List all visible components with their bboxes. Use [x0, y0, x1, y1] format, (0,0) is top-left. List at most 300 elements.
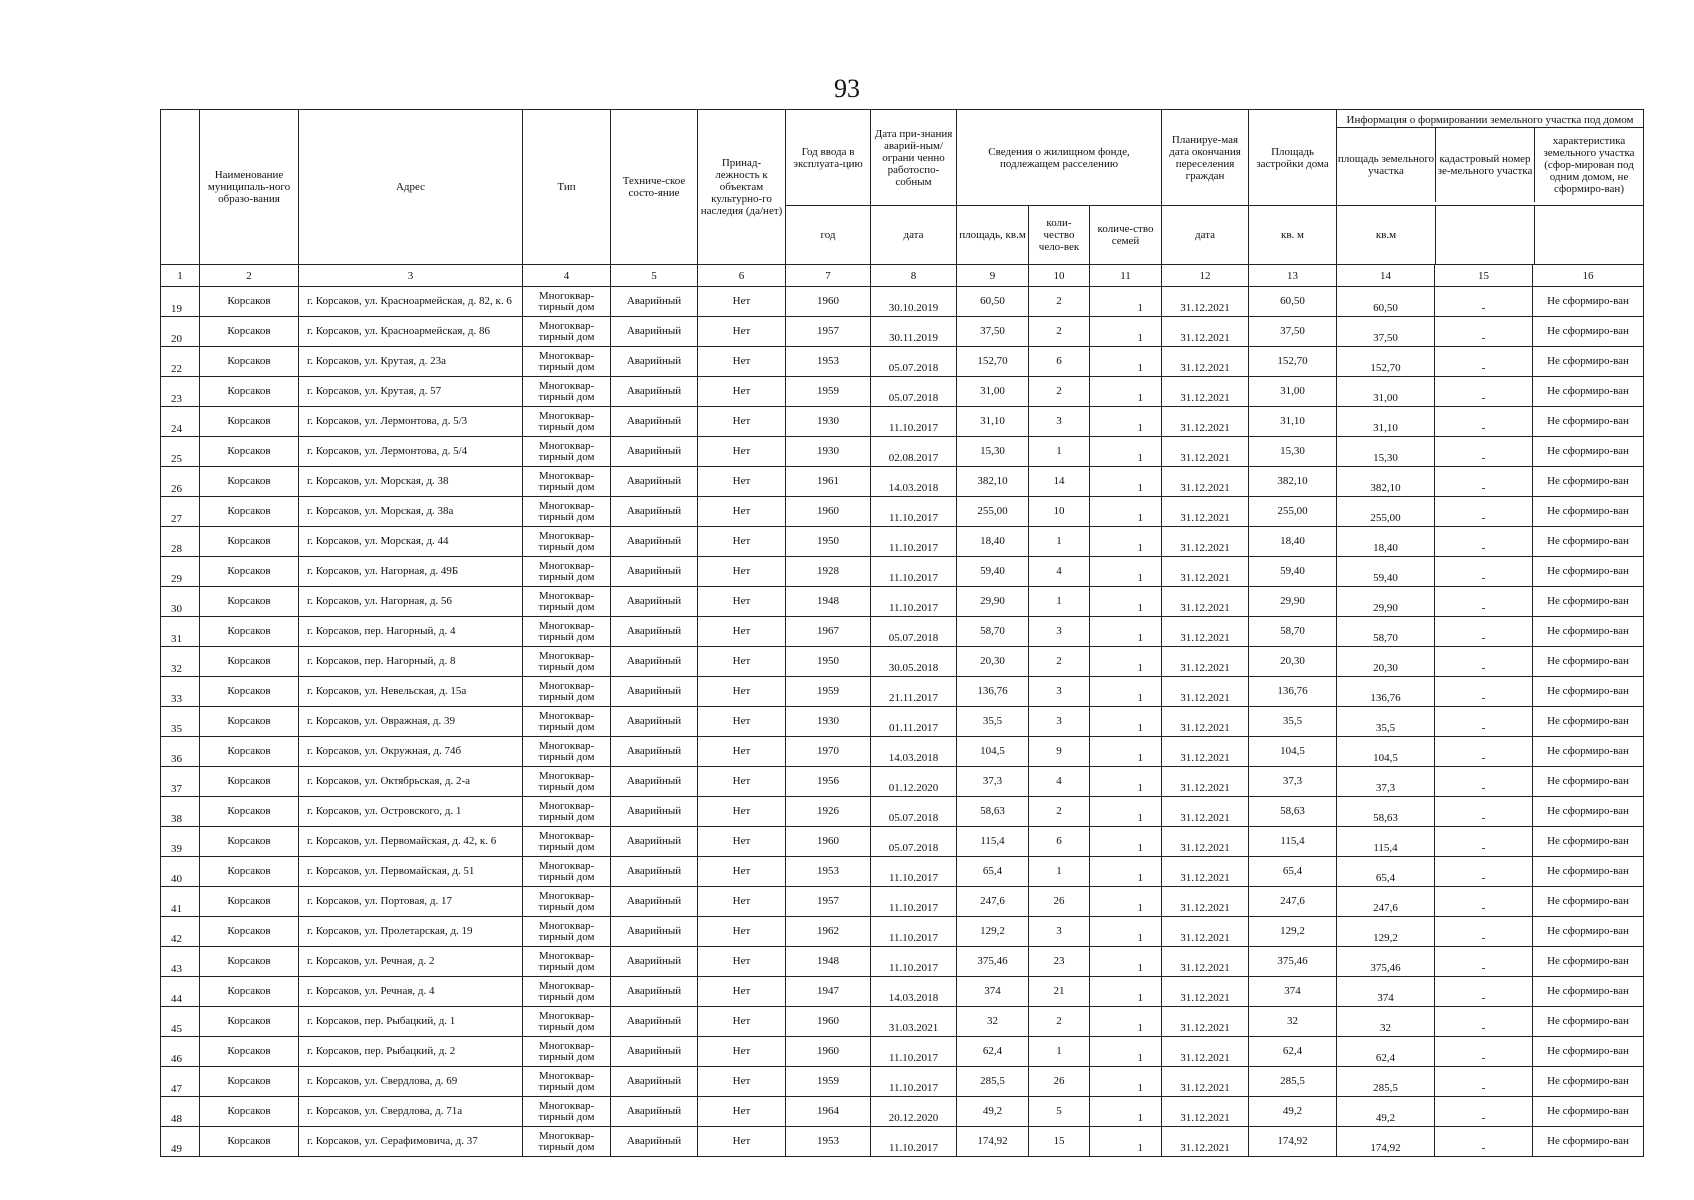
- year-cell: 1959: [786, 377, 871, 407]
- planned-date-cell: 31.12.2021: [1162, 917, 1249, 947]
- row-number: 23: [161, 377, 200, 407]
- building-area-cell: 29,90: [1249, 587, 1337, 617]
- emergency-date-cell: 05.07.2018: [871, 347, 957, 377]
- municipality-cell: Корсаков: [200, 857, 299, 887]
- people-count-cell: 2: [1029, 1007, 1090, 1037]
- table-row: [161, 317, 1644, 347]
- people-count-cell: 3: [1029, 917, 1090, 947]
- housing-registry-table: [160, 109, 1644, 1157]
- heritage-cell: Нет: [698, 437, 786, 467]
- row-number: 40: [161, 857, 200, 887]
- state-cell: Аварийный: [611, 317, 698, 347]
- land-status-cell: Не сформиро-ван: [1533, 377, 1644, 407]
- municipality-cell: Корсаков: [200, 797, 299, 827]
- land-status-cell: Не сформиро-ван: [1533, 1097, 1644, 1127]
- families-count-cell: 1: [1090, 1037, 1162, 1067]
- cadastral-cell: -: [1435, 647, 1533, 677]
- year-cell: 1959: [786, 1067, 871, 1097]
- land-status-cell: Не сформиро-ван: [1533, 857, 1644, 887]
- cadastral-cell: -: [1435, 827, 1533, 857]
- emergency-date-cell: 14.03.2018: [871, 977, 957, 1007]
- land-area-cell: 152,70: [1337, 347, 1435, 377]
- area-cell: 31,10: [957, 407, 1029, 437]
- land-status-cell: Не сформиро-ван: [1533, 1067, 1644, 1097]
- municipality-cell: Корсаков: [200, 1097, 299, 1127]
- cadastral-cell: -: [1435, 767, 1533, 797]
- area-cell: 136,76: [957, 677, 1029, 707]
- cadastral-cell: -: [1435, 1097, 1533, 1127]
- unit-plan-date: дата: [1162, 206, 1249, 265]
- area-cell: 58,70: [957, 617, 1029, 647]
- row-number: 37: [161, 767, 200, 797]
- families-count-cell: 1: [1090, 287, 1162, 317]
- families-count-cell: 1: [1090, 977, 1162, 1007]
- table-row: [161, 1067, 1644, 1097]
- heritage-cell: Нет: [698, 587, 786, 617]
- municipality-cell: Корсаков: [200, 767, 299, 797]
- building-area-cell: 247,6: [1249, 887, 1337, 917]
- area-cell: 247,6: [957, 887, 1029, 917]
- land-area-cell: 32: [1337, 1007, 1435, 1037]
- people-count-cell: 2: [1029, 377, 1090, 407]
- land-status-cell: Не сформиро-ван: [1533, 317, 1644, 347]
- year-cell: 1953: [786, 347, 871, 377]
- column-number: 13: [1249, 265, 1337, 287]
- year-cell: 1970: [786, 737, 871, 767]
- table-row: [161, 647, 1644, 677]
- unit-sqm: кв. м: [1249, 206, 1337, 265]
- people-count-cell: 9: [1029, 737, 1090, 767]
- heritage-cell: Нет: [698, 1007, 786, 1037]
- year-cell: 1957: [786, 887, 871, 917]
- address-cell: г. Корсаков, ул. Пролетарская, д. 19: [299, 917, 523, 947]
- planned-date-cell: 31.12.2021: [1162, 497, 1249, 527]
- families-count-cell: 1: [1090, 557, 1162, 587]
- row-number: 48: [161, 1097, 200, 1127]
- area-cell: 29,90: [957, 587, 1029, 617]
- building-area-cell: 35,5: [1249, 707, 1337, 737]
- emergency-date-cell: 01.11.2017: [871, 707, 957, 737]
- planned-date-cell: 31.12.2021: [1162, 1007, 1249, 1037]
- planned-date-cell: 31.12.2021: [1162, 947, 1249, 977]
- cadastral-cell: -: [1435, 1127, 1533, 1157]
- address-cell: г. Корсаков, ул. Речная, д. 4: [299, 977, 523, 1007]
- land-status-cell: Не сформиро-ван: [1533, 677, 1644, 707]
- heritage-cell: Нет: [698, 1037, 786, 1067]
- table-row: [161, 587, 1644, 617]
- heritage-cell: Нет: [698, 1097, 786, 1127]
- year-cell: 1947: [786, 977, 871, 1007]
- state-cell: Аварийный: [611, 437, 698, 467]
- cadastral-cell: -: [1435, 857, 1533, 887]
- municipality-cell: Корсаков: [200, 1037, 299, 1067]
- municipality-cell: Корсаков: [200, 677, 299, 707]
- building-area-cell: 20,30: [1249, 647, 1337, 677]
- year-cell: 1960: [786, 1037, 871, 1067]
- address-cell: г. Корсаков, пер. Рыбацкий, д. 2: [299, 1037, 523, 1067]
- municipality-cell: Корсаков: [200, 377, 299, 407]
- address-cell: г. Корсаков, ул. Морская, д. 38а: [299, 497, 523, 527]
- planned-date-cell: 31.12.2021: [1162, 347, 1249, 377]
- area-cell: 115,4: [957, 827, 1029, 857]
- heritage-cell: Нет: [698, 707, 786, 737]
- planned-date-cell: 31.12.2021: [1162, 767, 1249, 797]
- people-count-cell: 1: [1029, 527, 1090, 557]
- header-heritage: Принад-лежность к объектам культурно-го наследия (да/нет): [698, 110, 786, 265]
- people-count-cell: 2: [1029, 647, 1090, 677]
- address-cell: г. Корсаков, ул. Свердлова, д. 71а: [299, 1097, 523, 1127]
- table-row: [161, 737, 1644, 767]
- land-area-cell: 37,3: [1337, 767, 1435, 797]
- families-count-cell: 1: [1090, 587, 1162, 617]
- people-count-cell: 1: [1029, 437, 1090, 467]
- area-cell: 59,40: [957, 557, 1029, 587]
- people-count-cell: 3: [1029, 617, 1090, 647]
- area-cell: 58,63: [957, 797, 1029, 827]
- building-area-cell: 129,2: [1249, 917, 1337, 947]
- families-count-cell: 1: [1090, 1067, 1162, 1097]
- state-cell: Аварийный: [611, 737, 698, 767]
- table-row: [161, 1127, 1644, 1157]
- column-number: 15: [1435, 265, 1533, 287]
- heritage-cell: Нет: [698, 1067, 786, 1097]
- building-area-cell: 65,4: [1249, 857, 1337, 887]
- cadastral-cell: -: [1435, 677, 1533, 707]
- state-cell: Аварийный: [611, 407, 698, 437]
- building-area-cell: 115,4: [1249, 827, 1337, 857]
- row-number: 38: [161, 797, 200, 827]
- people-count-cell: 2: [1029, 287, 1090, 317]
- row-number: 30: [161, 587, 200, 617]
- emergency-date-cell: 30.11.2019: [871, 317, 957, 347]
- municipality-cell: Корсаков: [200, 497, 299, 527]
- people-count-cell: 3: [1029, 677, 1090, 707]
- planned-date-cell: 31.12.2021: [1162, 1127, 1249, 1157]
- land-status-cell: Не сформиро-ван: [1533, 557, 1644, 587]
- people-count-cell: 5: [1029, 1097, 1090, 1127]
- cadastral-cell: -: [1435, 587, 1533, 617]
- type-cell: Многоквар-тирный дом: [523, 287, 611, 317]
- emergency-date-cell: 11.10.2017: [871, 887, 957, 917]
- row-number: 33: [161, 677, 200, 707]
- table-row: [161, 377, 1644, 407]
- state-cell: Аварийный: [611, 827, 698, 857]
- heritage-cell: Нет: [698, 557, 786, 587]
- state-cell: Аварийный: [611, 587, 698, 617]
- column-number: 7: [786, 265, 871, 287]
- land-status-cell: Не сформиро-ван: [1533, 947, 1644, 977]
- state-cell: Аварийный: [611, 767, 698, 797]
- emergency-date-cell: 05.07.2018: [871, 377, 957, 407]
- people-count-cell: 10: [1029, 497, 1090, 527]
- year-cell: 1926: [786, 797, 871, 827]
- address-cell: г. Корсаков, ул. Свердлова, д. 69: [299, 1067, 523, 1097]
- municipality-cell: Корсаков: [200, 647, 299, 677]
- table-row: [161, 767, 1644, 797]
- cadastral-cell: -: [1435, 917, 1533, 947]
- cadastral-cell: -: [1435, 617, 1533, 647]
- emergency-date-cell: 14.03.2018: [871, 737, 957, 767]
- column-number: 5: [611, 265, 698, 287]
- state-cell: Аварийный: [611, 557, 698, 587]
- column-number: 4: [523, 265, 611, 287]
- planned-date-cell: 31.12.2021: [1162, 467, 1249, 497]
- address-cell: г. Корсаков, ул. Портовая, д. 17: [299, 887, 523, 917]
- land-status-cell: Не сформиро-ван: [1533, 977, 1644, 1007]
- heritage-cell: Нет: [698, 677, 786, 707]
- table-row: [161, 947, 1644, 977]
- cadastral-cell: -: [1435, 887, 1533, 917]
- state-cell: Аварийный: [611, 527, 698, 557]
- state-cell: Аварийный: [611, 1097, 698, 1127]
- planned-date-cell: 31.12.2021: [1162, 797, 1249, 827]
- header-technical-state: Техниче-ское состо-яние: [611, 110, 698, 265]
- cadastral-cell: -: [1435, 1067, 1533, 1097]
- type-cell: Многоквар-тирный дом: [523, 617, 611, 647]
- emergency-date-cell: 31.03.2021: [871, 1007, 957, 1037]
- families-count-cell: 1: [1090, 767, 1162, 797]
- table-row: [161, 557, 1644, 587]
- cadastral-cell: -: [1435, 737, 1533, 767]
- heritage-cell: Нет: [698, 977, 786, 1007]
- people-count-cell: 3: [1029, 707, 1090, 737]
- planned-date-cell: 31.12.2021: [1162, 527, 1249, 557]
- unit-families: количе-ство семей: [1090, 206, 1162, 265]
- building-area-cell: 255,00: [1249, 497, 1337, 527]
- type-cell: Многоквар-тирный дом: [523, 557, 611, 587]
- land-status-cell: Не сформиро-ван: [1533, 767, 1644, 797]
- building-area-cell: 136,76: [1249, 677, 1337, 707]
- address-cell: г. Корсаков, ул. Первомайская, д. 51: [299, 857, 523, 887]
- land-area-cell: 29,90: [1337, 587, 1435, 617]
- row-number: 41: [161, 887, 200, 917]
- land-area-cell: 104,5: [1337, 737, 1435, 767]
- year-cell: 1957: [786, 317, 871, 347]
- families-count-cell: 1: [1090, 407, 1162, 437]
- land-area-cell: 129,2: [1337, 917, 1435, 947]
- planned-date-cell: 31.12.2021: [1162, 1067, 1249, 1097]
- year-cell: 1964: [786, 1097, 871, 1127]
- land-area-cell: 35,5: [1337, 707, 1435, 737]
- type-cell: Многоквар-тирный дом: [523, 887, 611, 917]
- building-area-cell: 31,00: [1249, 377, 1337, 407]
- table-row: [161, 287, 1644, 317]
- people-count-cell: 21: [1029, 977, 1090, 1007]
- building-area-cell: 152,70: [1249, 347, 1337, 377]
- building-area-cell: 37,50: [1249, 317, 1337, 347]
- state-cell: Аварийный: [611, 287, 698, 317]
- type-cell: Многоквар-тирный дом: [523, 317, 611, 347]
- address-cell: г. Корсаков, ул. Крутая, д. 23а: [299, 347, 523, 377]
- address-cell: г. Корсаков, ул. Морская, д. 44: [299, 527, 523, 557]
- families-count-cell: 1: [1090, 467, 1162, 497]
- column-number: 14: [1337, 265, 1435, 287]
- unit-land-sqm-row: [1337, 206, 1644, 265]
- emergency-date-cell: 30.10.2019: [871, 287, 957, 317]
- row-number: 44: [161, 977, 200, 1007]
- table-row: [161, 407, 1644, 437]
- address-cell: г. Корсаков, ул. Октябрьская, д. 2-а: [299, 767, 523, 797]
- heritage-cell: Нет: [698, 407, 786, 437]
- heritage-cell: Нет: [698, 947, 786, 977]
- address-cell: г. Корсаков, пер. Нагорный, д. 4: [299, 617, 523, 647]
- building-area-cell: 37,3: [1249, 767, 1337, 797]
- year-cell: 1962: [786, 917, 871, 947]
- row-number: 19: [161, 287, 200, 317]
- state-cell: Аварийный: [611, 977, 698, 1007]
- land-area-cell: 115,4: [1337, 827, 1435, 857]
- emergency-date-cell: 21.11.2017: [871, 677, 957, 707]
- page-number: 93: [834, 74, 860, 103]
- type-cell: Многоквар-тирный дом: [523, 437, 611, 467]
- address-cell: г. Корсаков, пер. Нагорный, д. 8: [299, 647, 523, 677]
- planned-date-cell: 31.12.2021: [1162, 707, 1249, 737]
- families-count-cell: 1: [1090, 737, 1162, 767]
- land-area-cell: 58,70: [1337, 617, 1435, 647]
- people-count-cell: 4: [1029, 767, 1090, 797]
- heritage-cell: Нет: [698, 467, 786, 497]
- header-type: Тип: [523, 110, 611, 265]
- families-count-cell: 1: [1090, 317, 1162, 347]
- address-cell: г. Корсаков, ул. Нагорная, д. 49Б: [299, 557, 523, 587]
- table-row: [161, 797, 1644, 827]
- table-body: [161, 287, 1644, 1157]
- cadastral-cell: -: [1435, 1037, 1533, 1067]
- area-cell: 62,4: [957, 1037, 1029, 1067]
- land-status-cell: Не сформиро-ван: [1533, 617, 1644, 647]
- address-cell: г. Корсаков, пер. Рыбацкий, д. 1: [299, 1007, 523, 1037]
- heritage-cell: Нет: [698, 617, 786, 647]
- address-cell: г. Корсаков, ул. Лермонтова, д. 5/4: [299, 437, 523, 467]
- families-count-cell: 1: [1090, 707, 1162, 737]
- header-land-area: площадь земельного участка: [1337, 128, 1436, 202]
- cadastral-cell: -: [1435, 557, 1533, 587]
- people-count-cell: 2: [1029, 797, 1090, 827]
- column-number: 10: [1029, 265, 1090, 287]
- municipality-cell: Корсаков: [200, 827, 299, 857]
- families-count-cell: 1: [1090, 497, 1162, 527]
- emergency-date-cell: 05.07.2018: [871, 617, 957, 647]
- land-area-cell: 255,00: [1337, 497, 1435, 527]
- planned-date-cell: 31.12.2021: [1162, 377, 1249, 407]
- planned-date-cell: 31.12.2021: [1162, 287, 1249, 317]
- people-count-cell: 6: [1029, 827, 1090, 857]
- table-row: [161, 1037, 1644, 1067]
- state-cell: Аварийный: [611, 647, 698, 677]
- planned-date-cell: 31.12.2021: [1162, 857, 1249, 887]
- state-cell: Аварийный: [611, 917, 698, 947]
- emergency-date-cell: 11.10.2017: [871, 527, 957, 557]
- building-area-cell: 104,5: [1249, 737, 1337, 767]
- table-row: [161, 887, 1644, 917]
- cadastral-cell: -: [1435, 437, 1533, 467]
- type-cell: Многоквар-тирный дом: [523, 797, 611, 827]
- municipality-cell: Корсаков: [200, 347, 299, 377]
- header-cadastral-number: кадастровый номер зе-мельного участка: [1436, 128, 1535, 202]
- cadastral-cell: -: [1435, 287, 1533, 317]
- unit-people: коли-чество чело-век: [1029, 206, 1090, 265]
- area-cell: 18,40: [957, 527, 1029, 557]
- land-status-cell: Не сформиро-ван: [1533, 737, 1644, 767]
- row-number: 36: [161, 737, 200, 767]
- type-cell: Многоквар-тирный дом: [523, 977, 611, 1007]
- type-cell: Многоквар-тирный дом: [523, 587, 611, 617]
- area-cell: 35,5: [957, 707, 1029, 737]
- land-status-cell: Не сформиро-ван: [1533, 707, 1644, 737]
- row-number: 35: [161, 707, 200, 737]
- building-area-cell: 18,40: [1249, 527, 1337, 557]
- header-emergency-date: Дата при-знания аварий-ным/ограни ченно работоспо-собным: [871, 110, 957, 206]
- year-cell: 1956: [786, 767, 871, 797]
- building-area-cell: 62,4: [1249, 1037, 1337, 1067]
- state-cell: Аварийный: [611, 467, 698, 497]
- type-cell: Многоквар-тирный дом: [523, 527, 611, 557]
- families-count-cell: 1: [1090, 1127, 1162, 1157]
- emergency-date-cell: 11.10.2017: [871, 407, 957, 437]
- people-count-cell: 6: [1029, 347, 1090, 377]
- municipality-cell: Корсаков: [200, 977, 299, 1007]
- row-number: 49: [161, 1127, 200, 1157]
- unit-characteristic-empty: [1535, 206, 1643, 264]
- row-number: 24: [161, 407, 200, 437]
- people-count-cell: 15: [1029, 1127, 1090, 1157]
- year-cell: 1960: [786, 827, 871, 857]
- municipality-cell: Корсаков: [200, 557, 299, 587]
- year-cell: 1948: [786, 587, 871, 617]
- land-status-cell: Не сформиро-ван: [1533, 887, 1644, 917]
- land-status-cell: Не сформиро-ван: [1533, 917, 1644, 947]
- people-count-cell: 4: [1029, 557, 1090, 587]
- emergency-date-cell: 11.10.2017: [871, 557, 957, 587]
- state-cell: Аварийный: [611, 347, 698, 377]
- area-cell: 65,4: [957, 857, 1029, 887]
- type-cell: Многоквар-тирный дом: [523, 917, 611, 947]
- row-number: 47: [161, 1067, 200, 1097]
- column-number: 3: [299, 265, 523, 287]
- families-count-cell: 1: [1090, 377, 1162, 407]
- type-cell: Многоквар-тирный дом: [523, 497, 611, 527]
- emergency-date-cell: 05.07.2018: [871, 827, 957, 857]
- emergency-date-cell: 11.10.2017: [871, 1037, 957, 1067]
- planned-date-cell: 31.12.2021: [1162, 407, 1249, 437]
- planned-date-cell: 31.12.2021: [1162, 557, 1249, 587]
- state-cell: Аварийный: [611, 887, 698, 917]
- year-cell: 1930: [786, 707, 871, 737]
- building-area-cell: 49,2: [1249, 1097, 1337, 1127]
- header-planned-date: Планируе-мая дата окончания переселения граждан: [1162, 110, 1249, 206]
- emergency-date-cell: 05.07.2018: [871, 797, 957, 827]
- people-count-cell: 23: [1029, 947, 1090, 977]
- land-area-cell: 374: [1337, 977, 1435, 1007]
- year-cell: 1930: [786, 437, 871, 467]
- planned-date-cell: 31.12.2021: [1162, 977, 1249, 1007]
- heritage-cell: Нет: [698, 797, 786, 827]
- land-area-cell: 59,40: [1337, 557, 1435, 587]
- row-number: 31: [161, 617, 200, 647]
- municipality-cell: Корсаков: [200, 617, 299, 647]
- table-row: [161, 437, 1644, 467]
- building-area-cell: 59,40: [1249, 557, 1337, 587]
- column-number: 1: [161, 265, 200, 287]
- state-cell: Аварийный: [611, 1127, 698, 1157]
- heritage-cell: Нет: [698, 737, 786, 767]
- land-status-cell: Не сформиро-ван: [1533, 647, 1644, 677]
- land-area-cell: 49,2: [1337, 1097, 1435, 1127]
- address-cell: г. Корсаков, ул. Невельская, д. 15а: [299, 677, 523, 707]
- area-cell: 382,10: [957, 467, 1029, 497]
- address-cell: г. Корсаков, ул. Морская, д. 38: [299, 467, 523, 497]
- column-number: 6: [698, 265, 786, 287]
